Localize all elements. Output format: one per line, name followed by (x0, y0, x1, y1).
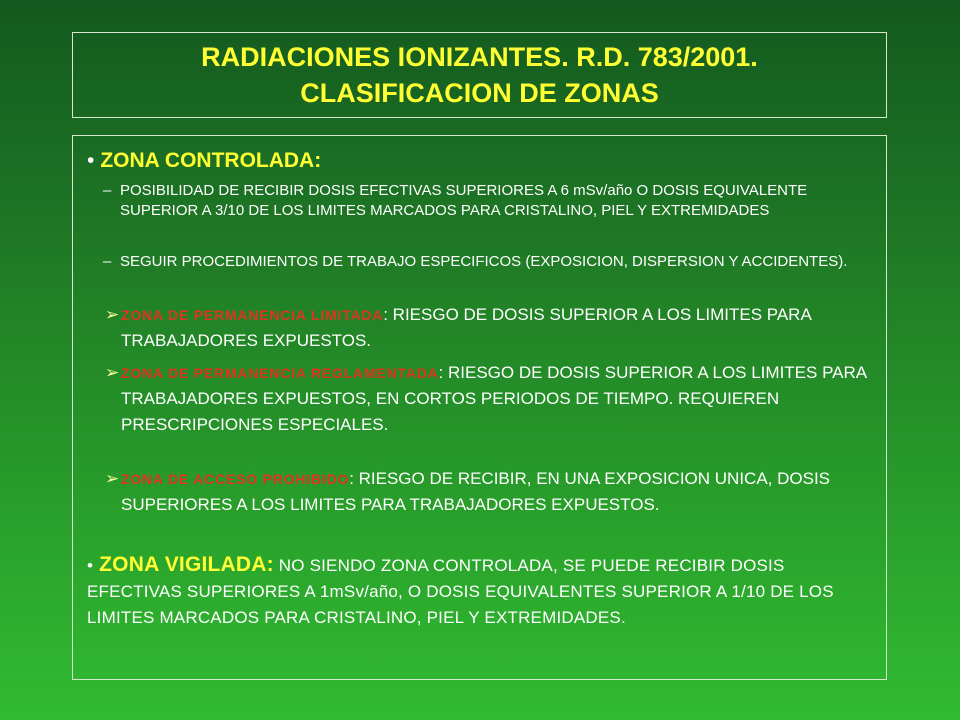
slide-title-line-2: CLASIFICACION DE ZONAS (300, 78, 659, 108)
subzone-name: ZONA DE ACCESO PROHIBIDO (121, 471, 350, 487)
dash-icon: – (103, 253, 112, 270)
subzone-name: ZONA DE PERMANENCIA LIMITADA (121, 307, 384, 323)
subzone-description: : RIESGO DE DOSIS SUPERIOR A LOS LIMITES PARA TRABAJADORES EXPUESTOS, EN CORTOS PERIODOS DE TIEMPO. REQUIEREN PRESCRIPCIONES ESPECIALES. (121, 363, 867, 434)
controlada-item-text: SEGUIR PROCEDIMIENTOS DE TRABAJO ESPECIFICOS (EXPOSICION, DISPERSION Y ACCIDENTES). (120, 253, 848, 270)
arrow-bullet-icon: ➢ (105, 363, 120, 382)
zona-controlada-label: ZONA CONTROLADA: (100, 149, 322, 172)
bullet-icon: • (87, 149, 95, 172)
controlada-item-2 (103, 252, 883, 272)
zona-vigilada-label: ZONA VIGILADA: (99, 553, 274, 576)
slide-title-line-1: RADIACIONES IONIZANTES. R.D. 783/2001. (201, 42, 758, 72)
subzone-acceso-prohibido (105, 466, 880, 518)
arrow-bullet-icon: ➢ (105, 305, 120, 324)
dash-icon: – (103, 182, 112, 199)
subzone-name: ZONA DE PERMANENCIA REGLAMENTADA (121, 365, 439, 381)
subzone-permanencia-reglamentada (105, 360, 880, 438)
zona-controlada-heading (87, 148, 321, 174)
controlada-item-1 (103, 181, 883, 221)
subzone-description: : RIESGO DE DOSIS SUPERIOR A LOS LIMITES PARA TRABAJADORES EXPUESTOS. (121, 305, 811, 350)
bullet-icon: • (87, 556, 94, 575)
zona-vigilada-text: NO SIENDO ZONA CONTROLADA, SE PUEDE RECIBIR DOSIS EFECTIVAS SUPERIORES A 1mSv/año, O DOSIS EQUIVALENTES SUPERIOR A 1/10 DE LOS LIMITES MARCADOS PARA CRISTALINO, PIEL Y EXTREMIDADES. (87, 556, 834, 627)
content-box (72, 135, 887, 680)
title-box (72, 32, 887, 118)
controlada-item-text: POSIBILIDAD DE RECIBIR DOSIS EFECTIVAS SUPERIORES A 6 mSv/año O DOSIS EQUIVALENTE SUPERIOR A 3/10 DE LOS LIMITES MARCADOS PARA CRISTALINO, PIEL Y EXTREMIDADES (120, 182, 808, 219)
subzone-permanencia-limitada (105, 302, 880, 354)
arrow-bullet-icon: ➢ (105, 469, 120, 488)
zona-vigilada-paragraph (87, 552, 877, 631)
subzone-description: : RIESGO DE RECIBIR, EN UNA EXPOSICION UNICA, DOSIS SUPERIORES A LOS LIMITES PARA TRABAJADORES EXPUESTOS. (121, 469, 831, 514)
